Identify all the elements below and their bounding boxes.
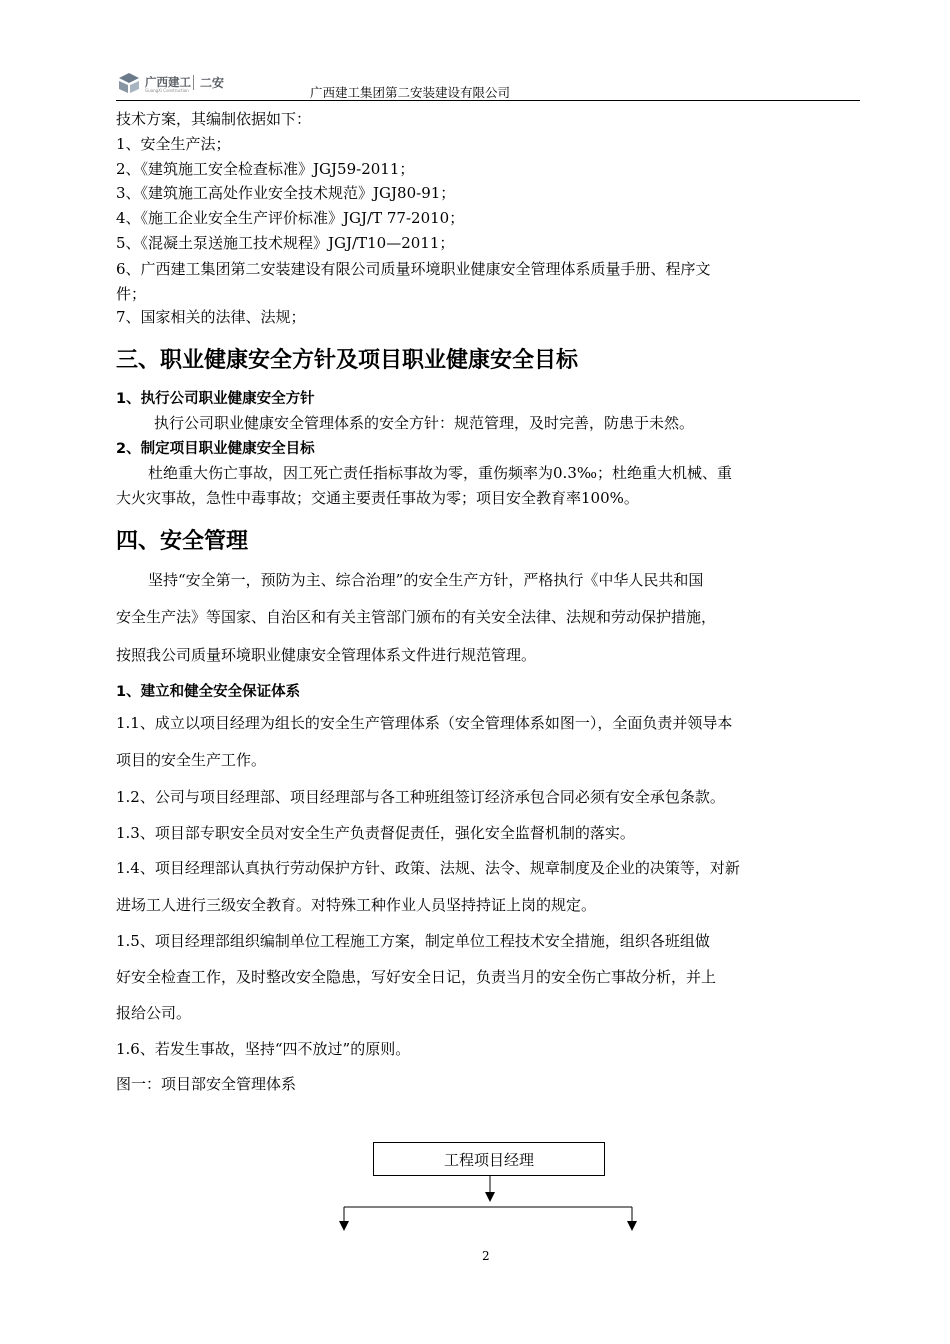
- section-4-sub1-title: 1、建立和健全安全保证体系: [116, 684, 301, 700]
- org-chart-top-box: 工程项目经理: [373, 1142, 605, 1176]
- basis-intro: 技术方案，其编制依据如下：: [116, 110, 312, 128]
- basis-item: 件；: [116, 285, 147, 303]
- basis-item: 5、《混凝土泵送施工技术规程》JGJ/T10—2011；: [116, 234, 455, 252]
- logo-separator: [193, 75, 194, 90]
- header-company-name: 广西建工集团第二安装建设有限公司: [310, 85, 511, 100]
- section-3-sub2-title: 2、制定项目职业健康安全目标: [116, 441, 315, 457]
- section-4-title: 四、安全管理: [116, 529, 249, 554]
- section-3-sub2-line: 大火灾事故，急性中毒事故；交通主要责任事故为零；项目安全教育率100%。: [116, 489, 639, 507]
- section-4-point: 1.1、成立以项目经理为组长的安全生产管理体系（安全管理体系如图一），全面负责并领导本: [116, 714, 733, 732]
- header-rule: [116, 100, 860, 101]
- section-4-point: 1.2、公司与项目经理部、项目经理部与各工种班组签订经济承包合同必须有安全承包条款。: [116, 788, 725, 806]
- section-4-point: 好安全检查工作，及时整改安全隐患，写好安全日记，负责当月的安全伤亡事故分析，并上: [116, 968, 717, 986]
- logo-mark-icon: [117, 72, 141, 94]
- section-3-sub2-line: 杜绝重大伤亡事故，因工死亡责任指标事故为零，重伤频率为0.3‰；杜绝重大机械、重: [148, 464, 732, 482]
- section-4-point: 1.3、项目部专职安全员对安全生产负责督促责任，强化安全监督机制的落实。: [116, 824, 635, 842]
- section-4-point: 1.6、若发生事故，坚持“四不放过”的原则。: [116, 1040, 411, 1058]
- basis-item: 3、《建筑施工高处作业安全技术规范》JGJ80-91；: [116, 184, 456, 202]
- section-4-intro-line: 坚持“安全第一，预防为主、综合治理”的安全生产方针，严格执行《中华人民共和国: [148, 571, 704, 589]
- page-number: 2: [482, 1249, 490, 1263]
- org-chart-connectors: [330, 1176, 650, 1236]
- section-3-sub1-title: 1、执行公司职业健康安全方针: [116, 391, 315, 407]
- logo-dept-text: 二安: [200, 76, 225, 90]
- basis-item: 7、国家相关的法律、法规；: [116, 308, 306, 326]
- section-3-title: 三、职业健康安全方针及项目职业健康安全目标: [116, 348, 579, 373]
- company-logo: [117, 70, 247, 96]
- logo-sub-text: GuangXi Construction: [145, 88, 189, 93]
- section-4-point: 1.5、项目经理部组织编制单位工程施工方案，制定单位工程技术安全措施，组织各班组做: [116, 932, 710, 950]
- basis-item: 6、广西建工集团第二安装建设有限公司质量环境职业健康安全管理体系质量手册、程序文: [116, 260, 711, 278]
- section-4-intro-line: 安全生产法》等国家、自治区和有关主管部门颁布的有关安全法律、法规和劳动保护措施，: [116, 608, 717, 626]
- basis-item: 4、《施工企业安全生产评价标准》JGJ/T 77-2010；: [116, 209, 465, 227]
- figure-caption: 图一：项目部安全管理体系: [116, 1075, 297, 1093]
- section-3-sub1-text: 执行公司职业健康安全管理体系的安全方针：规范管理，及时完善，防患于未然。: [154, 414, 695, 432]
- section-4-point: 1.4、项目经理部认真执行劳动保护方针、政策、法规、法令、规章制度及企业的决策等，对新: [116, 859, 740, 877]
- logo-brand-text: 广西建工: [145, 75, 191, 89]
- section-4-point: 项目的安全生产工作。: [116, 751, 267, 769]
- section-4-point: 进场工人进行三级安全教育。对特殊工种作业人员坚持持证上岗的规定。: [116, 896, 597, 914]
- section-4-intro-line: 按照我公司质量环境职业健康安全管理体系文件进行规范管理。: [116, 646, 537, 664]
- basis-item: 1、安全生产法；: [116, 135, 231, 153]
- basis-item: 2、《建筑施工安全检查标准》JGJ59-2011；: [116, 160, 415, 178]
- section-4-point: 报给公司。: [116, 1004, 192, 1022]
